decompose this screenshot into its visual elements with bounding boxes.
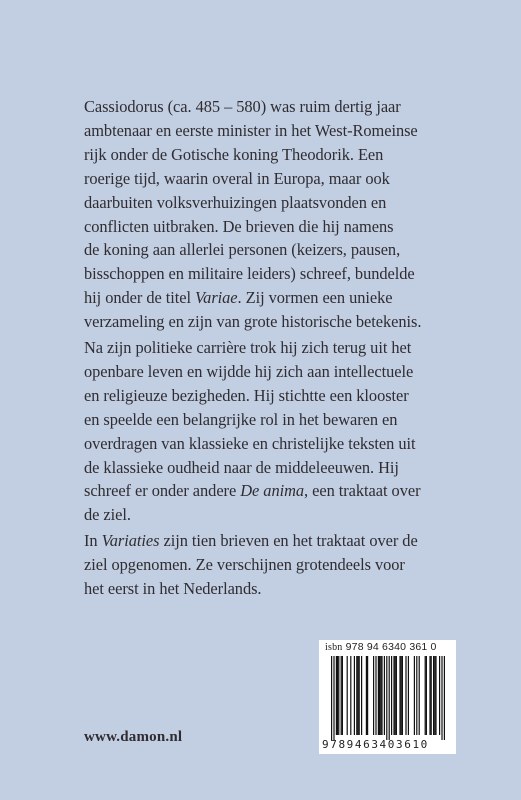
blurb-line: rijk onder de Gotische koning Theodorik. Een: [84, 144, 384, 164]
barcode-bar: [405, 656, 406, 735]
blurb-text: schreef er onder andere: [84, 481, 241, 501]
blurb-text: In: [84, 531, 102, 550]
book-title-variaties: Variaties: [101, 531, 160, 550]
barcode-bar: [378, 656, 379, 735]
blurb-line-with-title: [84, 529, 484, 553]
barcode-bar: [386, 656, 387, 740]
barcode-bar: [435, 656, 436, 735]
barcode-bar: [395, 656, 396, 735]
isbn-label: [325, 641, 437, 653]
barcode-bar: [379, 656, 380, 735]
blurb-line: bisschoppen en militaire leiders) schreef, bundelde: [84, 264, 415, 284]
barcode-bar: [434, 656, 435, 735]
blurb-text: , een traktaat over: [304, 481, 421, 501]
blurb-text: zijn tien brieven en het traktaat over de: [159, 531, 418, 550]
barcode-bar: [366, 656, 367, 735]
barcode-bar: [416, 656, 417, 735]
blurb-line: en speelde een belangrijke rol in het bewaren en: [84, 409, 398, 429]
barcode-bar: [338, 656, 339, 735]
blurb-paragraph-2: [84, 336, 484, 527]
barcode-bar: [356, 656, 357, 735]
barcode-bar: [384, 656, 385, 735]
barcode-bar: [391, 656, 392, 735]
barcode-bar: [402, 656, 403, 735]
barcode-bar: [425, 656, 426, 735]
barcode-bar: [389, 656, 390, 740]
barcode-bar: [373, 656, 374, 735]
blurb-line-with-title: [84, 286, 484, 310]
blurb-line-with-title: [84, 479, 484, 503]
barcode-bar: [444, 656, 445, 740]
blurb-text: hij onder de titel: [84, 288, 196, 308]
blurb-line: Na zijn politieke carrière trok hij zich terug uit het: [84, 338, 412, 357]
ean-digits: 9789463403610: [322, 738, 429, 751]
barcode-bar: [381, 656, 382, 735]
isbn-barcode: [319, 640, 456, 754]
barcode-bar: [350, 656, 351, 735]
barcode-bar: [337, 656, 338, 735]
blurb-line: en religieuze bezigheden. Hij stichtte een klooster: [84, 385, 409, 405]
barcode-bar: [393, 656, 394, 735]
isbn-number: 978 94 6340 361 0: [345, 641, 437, 653]
isbn-prefix: isbn: [325, 642, 343, 653]
blurb-paragraph-3: [84, 529, 484, 601]
barcode-bar: [333, 656, 334, 740]
barcode-bar: [431, 656, 432, 735]
barcode-bar: [401, 656, 402, 735]
barcode-bar: [361, 656, 362, 735]
blurb-line: verzameling en zijn van grote historische betekenis.: [84, 312, 422, 332]
barcode-bar: [429, 656, 430, 735]
publisher-website: www.damon.nl: [84, 729, 183, 745]
barcode-bar: [347, 656, 348, 735]
barcode-bar: [342, 656, 343, 735]
blurb-line: daarbuiten volksverhuizingen plaatsvonden en: [84, 192, 387, 212]
barcode-bar: [357, 656, 358, 735]
barcode-bar: [354, 656, 355, 735]
blurb-line: de koning aan allerlei personen (keizers, pausen,: [84, 240, 401, 260]
blurb-line: roerige tijd, waarin overal in Europa, maar ook: [84, 168, 390, 188]
barcode-bar: [367, 656, 368, 735]
barcode-bar: [441, 656, 442, 740]
blurb-line: het eerst in het Nederlands.: [84, 578, 262, 598]
barcode-bar: [336, 656, 337, 735]
barcode-bar: [439, 656, 440, 735]
barcode-bar: [414, 656, 415, 735]
barcode-bars: [326, 656, 449, 740]
blurb-line: ambtenaar en eerste minister in het West-Romeinse: [84, 120, 418, 140]
barcode-bar: [341, 656, 342, 735]
blurb-line: Cassiodorus (ca. 485 – 580) was ruim dertig jaar: [84, 97, 401, 116]
blurb-line: conflicten uitbraken. De brieven die hij namens: [84, 216, 394, 236]
work-title-de-anima: De anima: [240, 481, 305, 501]
book-title-variae: Variae: [195, 288, 238, 308]
blurb-line: overdragen van klassieke en christelijke teksten uit: [84, 433, 416, 453]
blurb-line: de ziel.: [84, 505, 131, 525]
blurb-line: openbare leven en wijdde hij zich aan intellectuele: [84, 361, 414, 381]
barcode-bar: [359, 656, 360, 735]
blurb-line: ziel opgenomen. Ze verschijnen grotendeels voor: [84, 554, 405, 574]
barcode-bar: [375, 656, 376, 735]
barcode-bar: [408, 656, 409, 735]
blurb-paragraph-1: [84, 95, 484, 334]
barcode-bar: [426, 656, 427, 735]
barcode-bar: [331, 656, 332, 740]
barcode-bar: [396, 656, 397, 735]
barcode-bar: [419, 656, 420, 735]
blurb-line: de klassieke oudheid naar de middeleeuwen. Hij: [84, 457, 399, 477]
barcode-bar: [399, 656, 400, 735]
blurb-text: . Zij vormen een unieke: [237, 288, 393, 308]
barcode-bar: [380, 656, 381, 735]
barcode-bar: [433, 656, 434, 735]
